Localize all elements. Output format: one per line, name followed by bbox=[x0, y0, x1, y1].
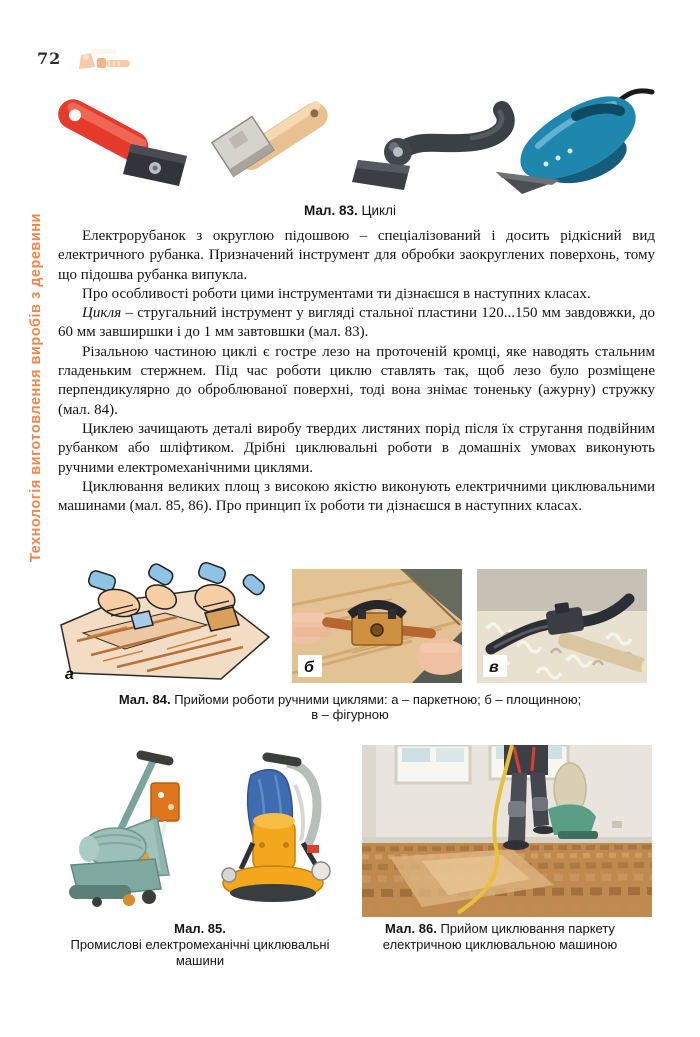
electric-delta-sander-image bbox=[480, 84, 655, 196]
figure-84-caption bbox=[0, 692, 700, 722]
woodworking-tools-icon bbox=[75, 47, 135, 71]
figure-84-caption-text: Прийоми роботи ручними циклями: а – паркетною; б – площинною; bbox=[170, 692, 582, 707]
figure-86-image bbox=[362, 745, 652, 922]
figure-85-caption-text: Промислові електромеханічні циклювальні машини bbox=[70, 937, 330, 968]
paragraph: Різальною частиною циклі є гостре лезо на проточеній кромці, яке наводять стальним гладеньким стержнем. Під час роботи циклю ставлять так, щоб лезо було розміщене перпендикулярно до оброблюваної поверхні, тоді вона знімає тоненьку (ажурну) стружку (мал. 84). bbox=[58, 343, 655, 418]
paragraph: Про особливості роботи цими інструментами ти дізнаєшся в наступних класах. bbox=[82, 285, 591, 302]
figure-84a-image bbox=[57, 561, 273, 690]
figure-85-image bbox=[55, 745, 345, 922]
figure-84-caption-line2: в – фігурною bbox=[311, 707, 389, 722]
drum-sander-machine bbox=[69, 755, 179, 907]
figure-84a-label: а bbox=[65, 666, 74, 683]
figure-86-caption bbox=[375, 921, 625, 953]
figure-85-caption-number: Мал. 85. bbox=[174, 921, 226, 936]
red-handle-scraper-image bbox=[55, 84, 195, 196]
figure-83-image bbox=[55, 84, 655, 198]
figure-86-caption-number: Мал. 86. bbox=[385, 921, 437, 936]
figure-83-caption-text: Циклі bbox=[357, 203, 396, 218]
chapter-sidebar-title: Технологія виготовлення виробів з деревини bbox=[28, 213, 44, 562]
rotary-sander-machine bbox=[222, 757, 330, 902]
figure-84c-label: в bbox=[489, 659, 499, 676]
paragraph: Циклювання великих площ з високою якістю виконують електричними циклювальними машинами (мал. 85, 86). Про принцип їх роботи ти дізнаєшся в наступних класах. bbox=[58, 478, 655, 515]
figure-86-caption-text: Прийом циклювання паркету електричною циклювальною машиною bbox=[382, 921, 618, 952]
figure-84c-image bbox=[477, 569, 647, 688]
figure-83-caption-number: Мал. 83. bbox=[304, 203, 358, 218]
figure-83-caption bbox=[0, 203, 700, 218]
figure-84b-label: б bbox=[304, 659, 314, 676]
page-header bbox=[20, 45, 210, 72]
page-number: 72 bbox=[37, 49, 62, 68]
figure-84b-image bbox=[292, 569, 462, 688]
wooden-handle-scraper-image bbox=[210, 84, 340, 196]
paragraph: Електрорубанок з округлою підошвою – спеціалізований і досить рідкісний вид електричного рубанка. Призначений інструмент для обробки заокруглених поверхонь, тому що підошва рубанка випукла. bbox=[58, 228, 655, 283]
paragraph: Цикля – стругальний інструмент у вигляді стальної пластини 120...150 мм завдовжки, до 60 мм завширшки і до 1 мм завтовшки (мал. 83). bbox=[58, 305, 655, 341]
figure-85-caption bbox=[60, 921, 340, 969]
figure-84-caption-number: Мал. 84. bbox=[118, 692, 171, 707]
paragraph: Циклею зачищають деталі виробу твердих листяних порід після їх стругання подвійним рубанком або шліфтиком. Дрібні циклювальні роботи в домашніх умовах виконують ручними електромеханічними циклями. bbox=[58, 420, 655, 476]
body-text bbox=[58, 227, 655, 516]
